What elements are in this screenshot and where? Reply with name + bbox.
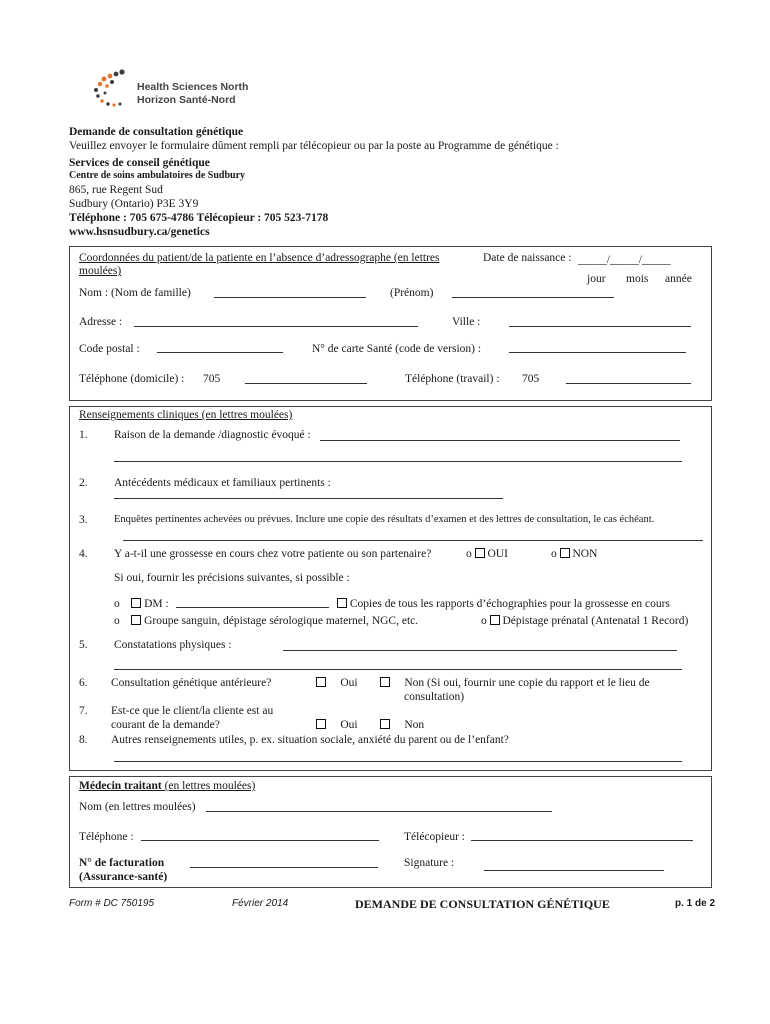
q4-non-bullet: o (551, 548, 557, 560)
q4-oui-option[interactable] (466, 547, 508, 561)
q5-label: Constatations physiques : (114, 639, 232, 651)
q5-number: 5. (79, 639, 88, 651)
website-link[interactable]: www.hsnsudbury.ca/genetics (69, 226, 210, 238)
echo-option[interactable] (337, 597, 670, 611)
q3-number: 3. (79, 514, 88, 526)
q2-number: 2. (79, 477, 88, 489)
address-line1: 865, rue Regent Sud (69, 184, 163, 196)
q6-oui-option[interactable] (316, 676, 358, 690)
dob-label: Date de naissance : (483, 252, 572, 264)
address-field[interactable] (134, 326, 418, 327)
q8-number: 8. (79, 734, 88, 746)
city-label: Ville : (452, 316, 481, 328)
groupe-label: Groupe sanguin, dépistage sérologique maternel, NGC, etc. (144, 615, 419, 627)
q7-oui-label: Oui (340, 719, 358, 731)
work-phone-label: Téléphone (travail) : (405, 373, 500, 385)
physician-name-field[interactable] (206, 811, 552, 812)
depistage-bullet: o (481, 615, 487, 627)
q1-label: Raison de la demande /diagnostic évoqué : (114, 429, 311, 441)
depistage-checkbox[interactable] (490, 615, 500, 625)
q1-number: 1. (79, 429, 88, 441)
hsn-logo (88, 68, 138, 112)
work-phone-area: 705 (522, 373, 540, 385)
q7-non-checkbox[interactable] (380, 719, 390, 729)
q1-field[interactable] (320, 440, 680, 441)
postal-label: Code postal : (79, 343, 140, 355)
physician-heading-rest: (en lettres moulées) (161, 780, 256, 792)
q6-number: 6. (79, 677, 88, 689)
address-label: Adresse : (79, 316, 123, 328)
city-field[interactable] (509, 326, 691, 327)
q2-field[interactable] (114, 498, 503, 499)
q4-non-checkbox[interactable] (560, 548, 570, 558)
q3-label: Enquêtes pertinentes achevées ou prévues. Inclure une copie des résultats d’examen et des lettres de consultation, le cas échéant. (114, 514, 655, 525)
address-line2: Sudbury (Ontario) P3E 3Y9 (69, 198, 199, 210)
centre-name: Centre de soins ambulatoires de Sudbury (69, 170, 246, 181)
q4-oui-checkbox[interactable] (475, 548, 485, 558)
service-name: Services de conseil génétique (69, 157, 210, 169)
q3-field[interactable] (123, 540, 703, 541)
dm-bullet: o (114, 598, 120, 610)
home-phone-field[interactable] (245, 383, 367, 384)
physician-fax-label: Télécopieur : (404, 831, 465, 843)
q5-field-line2[interactable] (114, 669, 682, 670)
form-title: Demande de consultation génétique (69, 126, 244, 138)
firstname-field[interactable] (452, 297, 614, 298)
q6-oui-label: Oui (340, 677, 358, 689)
work-phone-field[interactable] (566, 383, 691, 384)
lastname-label: Nom : (Nom de famille) (79, 287, 191, 299)
q6-non-option[interactable] (380, 676, 650, 690)
groupe-checkbox[interactable] (131, 615, 141, 625)
dob-field[interactable]: _____/_____/_____ (578, 254, 671, 266)
q7-label: Est-ce que le client/la cliente est au (111, 705, 274, 717)
dob-month: mois (626, 273, 649, 285)
q6-non-checkbox[interactable] (380, 677, 390, 687)
q6-non-label: Non (Si oui, fournir une copie du rapport et le lieu de (404, 677, 650, 689)
physician-name-label: Nom (en lettres moulées) (79, 801, 196, 813)
billing-label-cont: (Assurance-santé) (79, 871, 168, 883)
echo-label: Copies de tous les rapports d’échographies pour la grossesse en cours (349, 598, 670, 610)
groupe-option[interactable] (114, 614, 418, 628)
logo-name-fr: Horizon Santé-Nord (137, 94, 236, 106)
health-card-field[interactable] (509, 352, 686, 353)
q1-field-line2[interactable] (114, 461, 682, 462)
depistage-label: Dépistage prénatal (Antenatal 1 Record) (502, 615, 689, 627)
dm-checkbox[interactable] (131, 598, 141, 608)
clinical-heading: Renseignements cliniques (en lettres moulées) (79, 409, 293, 421)
signature-field[interactable] (484, 870, 664, 871)
home-phone-area: 705 (203, 373, 221, 385)
dob-day: jour (587, 273, 606, 285)
instruction-text: Veuillez envoyer le formulaire dûment rempli par télécopieur ou par la poste au Programme de génétique : (69, 140, 559, 152)
physician-heading-bold: Médecin traitant (79, 780, 162, 792)
q7-oui-checkbox[interactable] (316, 719, 326, 729)
q7-oui-option[interactable] (316, 718, 358, 732)
dm-option[interactable] (114, 597, 169, 611)
physician-phone-label: Téléphone : (79, 831, 134, 843)
groupe-bullet: o (114, 615, 120, 627)
dob-year: année (665, 273, 692, 285)
depistage-option[interactable] (481, 614, 688, 628)
logo-name-en: Health Sciences North (137, 81, 249, 93)
physician-fax-field[interactable] (471, 840, 693, 841)
logo-dots-icon (88, 68, 138, 112)
q7-number: 7. (79, 705, 88, 717)
q4-oui-label: OUI (487, 548, 508, 560)
health-card-label: N° de carte Santé (code de version) : (312, 343, 482, 355)
footer-title: DEMANDE DE CONSULTATION GÉNÉTIQUE (355, 897, 610, 911)
q4-label: Y a-t-il une grossesse en cours chez votre patiente ou son partenaire? (114, 548, 432, 560)
echo-checkbox[interactable] (337, 598, 347, 608)
home-phone-label: Téléphone (domicile) : (79, 373, 185, 385)
q4-oui-bullet: o (466, 548, 472, 560)
physician-heading (79, 779, 255, 793)
q7-non-label: Non (404, 719, 425, 731)
contact-phones: Téléphone : 705 675-4786 Télécopieur : 705 523-7178 (69, 212, 329, 224)
q6-label: Consultation génétique antérieure? (111, 677, 272, 689)
physician-phone-field[interactable] (141, 840, 379, 841)
form-number: Form # DC 750195 (69, 898, 155, 909)
dm-label: DM : (144, 598, 169, 610)
q8-field[interactable] (114, 761, 682, 762)
q2-label: Antécédents médicaux et familiaux pertinents : (114, 477, 331, 489)
billing-field[interactable] (190, 867, 378, 868)
q8-label: Autres renseignements utiles, p. ex. situation sociale, anxiété du parent ou de l’enfant? (111, 734, 509, 746)
q5-field[interactable] (283, 650, 677, 651)
q4-number: 4. (79, 548, 88, 560)
q4-non-label: NON (572, 548, 598, 560)
signature-label: Signature : (404, 857, 455, 869)
firstname-label: (Prénom) (390, 287, 434, 299)
lastname-field[interactable] (214, 297, 366, 298)
q7-non-option[interactable] (380, 718, 424, 732)
billing-label: N° de facturation (79, 857, 165, 869)
form-date: Février 2014 (232, 898, 289, 909)
q4-non-option[interactable] (551, 547, 597, 561)
dm-field[interactable] (176, 607, 329, 608)
postal-field[interactable] (157, 352, 283, 353)
q6-oui-checkbox[interactable] (316, 677, 326, 687)
q6-non-label-cont: consultation) (404, 691, 465, 703)
q7-label-cont: courant de la demande? (111, 719, 220, 731)
patient-heading-cont: moulées) (79, 265, 122, 277)
q4-details-label: Si oui, fournir les précisions suivantes, si possible : (114, 572, 350, 584)
patient-heading: Coordonnées du patient/de la patiente en l’absence d’adressographe (en lettres (79, 252, 440, 264)
page-number: p. 1 de 2 (675, 898, 716, 909)
